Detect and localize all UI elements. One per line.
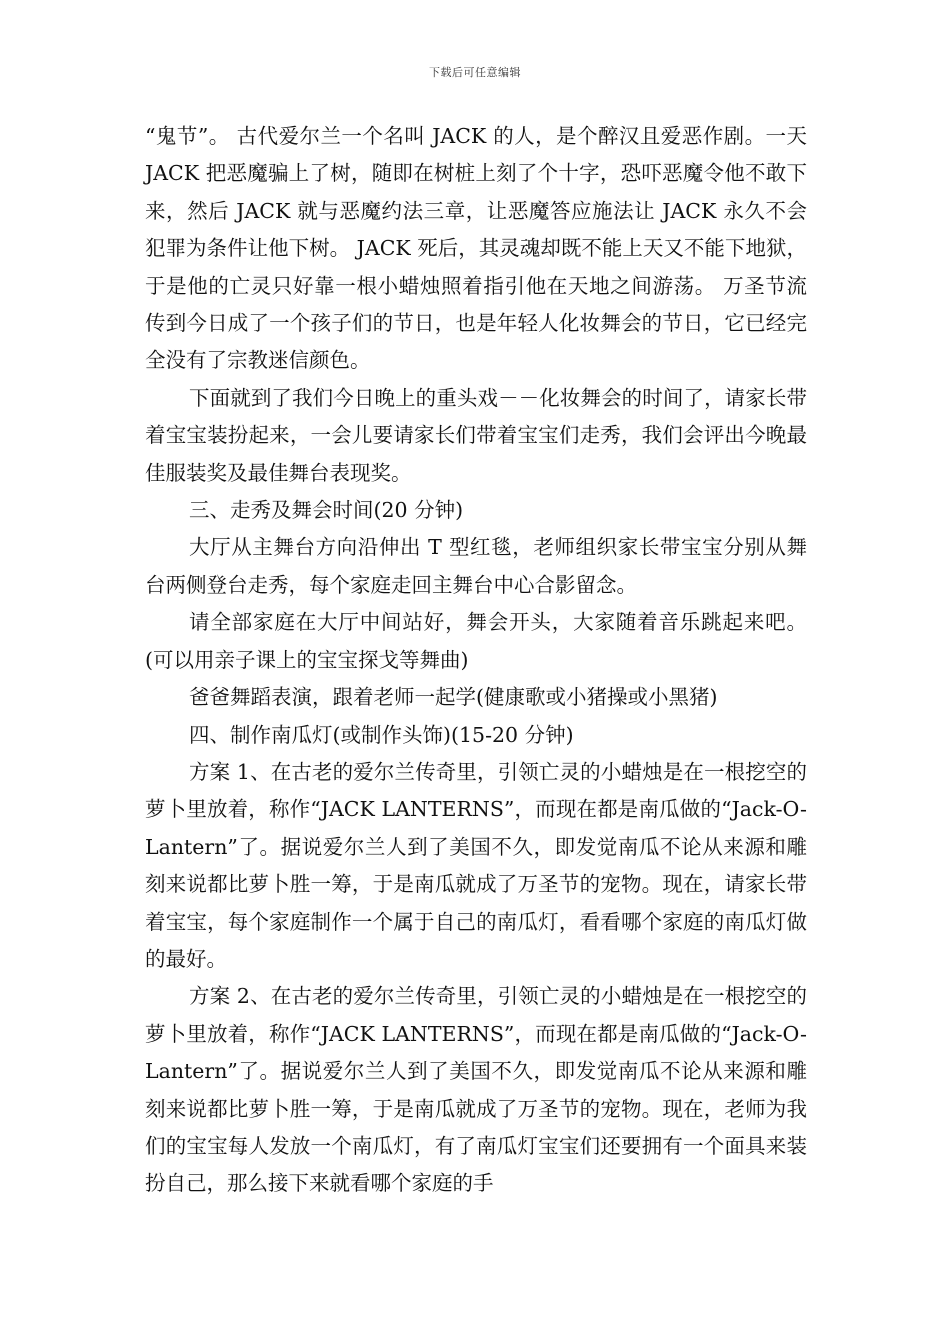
paragraph: 方案 1、在古老的爱尔兰传奇里，引领亡灵的小蜡烛是在一根挖空的萝卜里放着，称作“JACK LANTERNS”，而现在都是南瓜做的“Jack-O-Lantern”了。据说爱尔兰人到了美国不久，即发觉南瓜不论从来源和雕刻来说都比萝卜胜一筹，于是南瓜就成了万圣节的宠物。现在，请家长带着宝宝，每个家庭制作一个属于自己的南瓜灯，看看哪个家庭的南瓜灯做的最好。 — [145, 759, 807, 971]
paragraph: 下面就到了我们今日晚上的重头戏－－化妆舞会的时间了，请家长带着宝宝装扮起来，一会儿要请家长们带着宝宝们走秀，我们会评出今晚最佳服装奖及最佳舞台表现奖。 — [145, 385, 807, 485]
paragraph: 方案 2、在古老的爱尔兰传奇里，引领亡灵的小蜡烛是在一根挖空的萝卜里放着，称作“JACK LANTERNS”，而现在都是南瓜做的“Jack-O-Lantern”了。据说爱尔兰人到了美国不久，即发觉南瓜不论从来源和雕刻来说都比萝卜胜一筹，于是南瓜就成了万圣节的宠物。现在，老师为我们的宝宝每人发放一个南瓜灯，有了南瓜灯宝宝们还要拥有一个面具来装扮自己，那么接下来就看哪个家庭的手 — [145, 984, 807, 1196]
paragraph: 请全部家庭在大厅中间站好，舞会开头，大家随着音乐跳起来吧。(可以用亲子课上的宝宝探戈等舞曲) — [145, 610, 807, 672]
paragraph: 大厅从主舞台方向沿伸出 T 型红毯，老师组织家长带宝宝分别从舞台两侧登台走秀，每个家庭走回主舞台中心合影留念。 — [145, 535, 807, 597]
section-heading: 三、走秀及舞会时间(20 分钟) — [189, 498, 464, 523]
section-heading: 四、制作南瓜灯(或制作头饰)(15-20 分钟) — [189, 722, 574, 747]
document-body — [145, 118, 807, 1203]
paragraph: 爸爸舞蹈表演，跟着老师一起学(健康歌或小猪操或小黑猪) — [189, 685, 718, 710]
paragraph: “鬼节”。 古代爱尔兰一个名叫 JACK 的人，是个醉汉且爱恶作剧。一天 JACK 把恶魔骗上了树，随即在树桩上刻了个十字，恐吓恶魔令他不敢下来，然后 JACK 就与恶魔约法三章，让恶魔答应施法让 JACK 永久不会犯罪为条件让他下树。 JACK 死后，其灵魂却既不能上天又不能下地狱，于是他的亡灵只好靠一根小蜡烛照着指引他在天地之间游荡。 万圣节流传到今日成了一个孩子们的节日，也是年轻人化妆舞会的节日，它已经完全没有了宗教迷信颜色。 — [145, 124, 807, 373]
page-header: 下载后可任意编辑 — [429, 66, 521, 79]
